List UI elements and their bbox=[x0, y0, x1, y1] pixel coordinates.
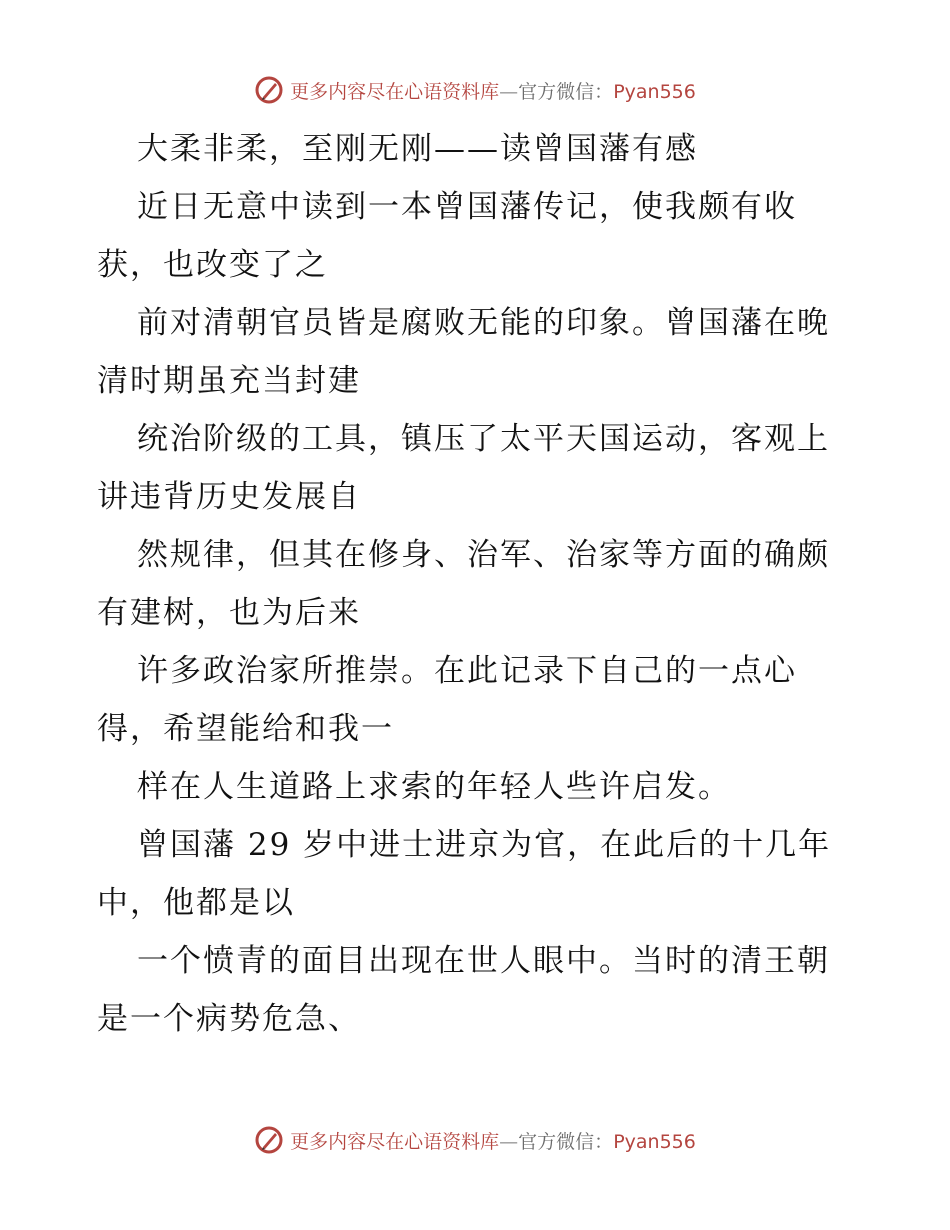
watermark-text bbox=[290, 1127, 696, 1154]
text-line: 得，希望能给和我一 bbox=[97, 711, 394, 747]
watermark-dash: — bbox=[499, 80, 519, 103]
text-line: 获，也改变了之 bbox=[97, 247, 328, 283]
watermark-text bbox=[290, 77, 696, 104]
watermark-handle: Pyan556 bbox=[613, 80, 696, 103]
text-line: 然规律，但其在修身、治军、治家等方面的确颇 bbox=[137, 537, 830, 573]
text-line: 近日无意中读到一本曾国藩传记，使我颇有收 bbox=[137, 189, 797, 225]
quill-logo-icon bbox=[254, 75, 284, 105]
text-line: 一个愤青的面目出现在世人眼中。当时的清王朝 bbox=[137, 943, 830, 979]
text-line: 许多政治家所推崇。在此记录下自己的一点心 bbox=[137, 653, 797, 689]
text-line: 是一个病势危急、 bbox=[97, 1001, 361, 1037]
text-line: 讲违背历史发展自 bbox=[97, 479, 361, 515]
header-watermark bbox=[0, 70, 950, 110]
text-line: 清时期虽充当封建 bbox=[97, 363, 361, 399]
watermark-label: 官方微信： bbox=[518, 80, 614, 103]
watermark-handle: Pyan556 bbox=[613, 1130, 696, 1153]
text-line: 曾国藩 29 岁中进士进京为官，在此后的十几年 bbox=[137, 827, 832, 863]
text-line: 统治阶级的工具，镇压了太平天国运动，客观上 bbox=[137, 421, 830, 457]
text-line: 前对清朝官员皆是腐败无能的印象。曾国藩在晚 bbox=[137, 305, 830, 341]
watermark-main: 更多内容尽在心语资料库 bbox=[290, 80, 500, 103]
watermark-dash: — bbox=[499, 1130, 519, 1153]
document-body bbox=[97, 120, 857, 1048]
text-line: 大柔非柔，至刚无刚——读曾国藩有感 bbox=[137, 131, 698, 167]
footer-watermark bbox=[0, 1120, 950, 1160]
text-line: 样在人生道路上求索的年轻人些许启发。 bbox=[137, 769, 731, 805]
watermark-label: 官方微信： bbox=[518, 1130, 614, 1153]
quill-logo-icon bbox=[254, 1125, 284, 1155]
text-line: 中，他都是以 bbox=[97, 885, 295, 921]
text-line: 有建树，也为后来 bbox=[97, 595, 361, 631]
watermark-main: 更多内容尽在心语资料库 bbox=[290, 1130, 500, 1153]
